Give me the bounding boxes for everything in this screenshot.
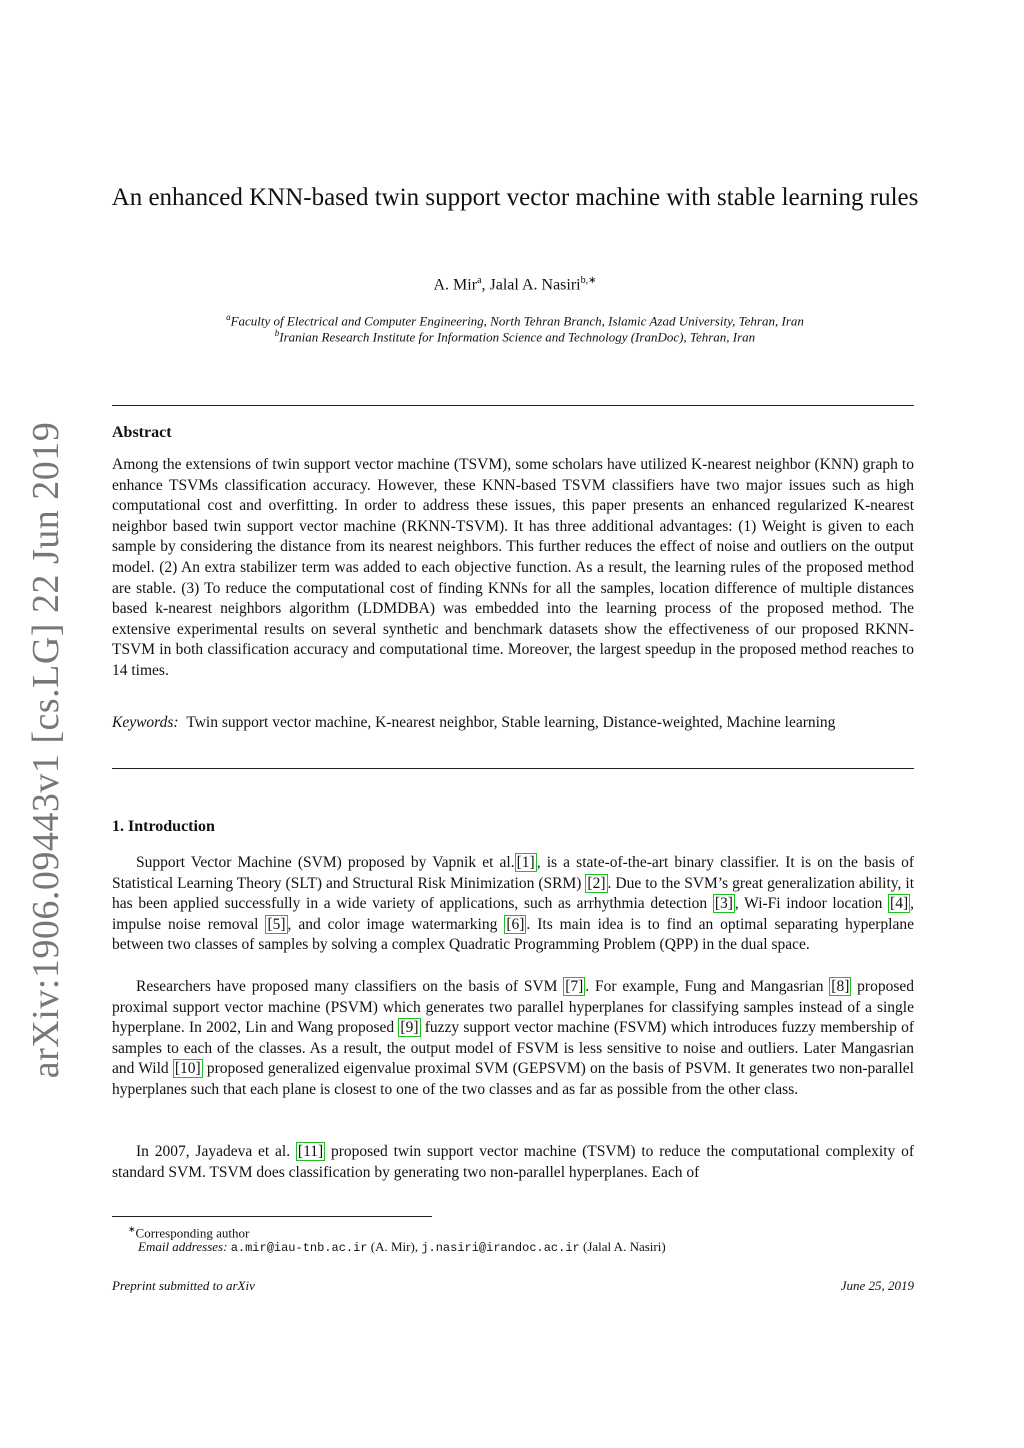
keywords-list: Twin support vector machine, K-nearest neighbor, Stable learning, Distance-weighted, Machine learning — [186, 714, 836, 731]
footnote-text: Corresponding author — [135, 1225, 250, 1241]
arxiv-sidebar-stamp — [20, 421, 72, 1079]
footnote-mark: ∗ — [128, 1224, 136, 1234]
footnote-rule — [112, 1216, 432, 1217]
email-owner: (A. Mir), — [367, 1239, 422, 1254]
citation-link[interactable]: [1] — [516, 854, 535, 871]
abstract-top-rule — [112, 405, 914, 406]
author-separator: , — [481, 276, 490, 294]
text-run: proposed generalized eigenvalue proximal SVM (GEPSVM) on the basis of PSVM. It generates two non-parallel hyperplanes such that each plane is closest to one of the two classes and as far as possible from the other class. — [112, 1060, 914, 1098]
intro-paragraph-1 — [112, 853, 914, 956]
abstract-bottom-rule — [112, 768, 914, 769]
footer-preprint: Preprint submitted to arXiv — [112, 1278, 255, 1293]
paper-title: An enhanced KNN-based twin support vector machine with stable learning rules — [111, 184, 919, 211]
text-run: proposed twin support vector machine (TSVM) to reduce the computational complexity of standard SVM. TSVM does classification by generating two non-parallel hyperplanes. Each of — [112, 1143, 915, 1181]
affiliation-text: Iranian Research Institute for Information Science and Technology (IranDoc), Tehran, Iran — [279, 329, 756, 345]
citation-link[interactable]: [10] — [174, 1060, 201, 1078]
text-run: Researchers have proposed many classifiers on the basis of SVM — [136, 978, 564, 995]
text-run: . Its main idea is to find an optimal separating hyperplane between two classes of samples by solving a complex Quadratic Programming Problem (QPP) in the dual space. — [112, 915, 914, 954]
text-run: , is a state-of-the-art binary classifier. It is on the basis of Statistical Learning Theory (SLT) and Structural Risk Minimization (SRM) — [112, 854, 914, 892]
keywords — [112, 713, 914, 734]
text-run: . Due to the SVM’s great generalization ability, it has been applied successfully in a wide variety of applications, such as arrhythmia detection — [112, 874, 914, 913]
citation-link[interactable]: [9] — [400, 1019, 419, 1037]
affiliation-mark: b — [274, 328, 280, 338]
introduction-heading: 1. Introduction — [112, 818, 215, 835]
email-owner: (Jalal A. Nasiri) — [579, 1239, 666, 1254]
author-affiliation-mark: b,∗ — [580, 275, 597, 286]
citation-link[interactable]: [11] — [297, 1143, 324, 1160]
citation-link[interactable]: [4] — [890, 895, 909, 913]
text-run: Support Vector Machine (SVM) proposed by Vapnik et al. — [136, 854, 515, 871]
citation-link[interactable]: [6] — [506, 915, 525, 933]
text-run: , and color image watermarking — [287, 915, 505, 933]
citation-link[interactable]: [2] — [587, 874, 606, 892]
affiliation-mark: a — [226, 312, 231, 322]
text-run: In 2007, Jayadeva et al. — [136, 1143, 296, 1160]
email-label: Email addresses: — [138, 1239, 228, 1254]
author-name: Jalal A. Nasiri — [489, 276, 581, 294]
footer-date: June 25, 2019 — [840, 1278, 914, 1293]
citation-link[interactable]: [5] — [267, 915, 286, 933]
text-run: fuzzy support vector machine (FSVM) which introduces fuzzy membership of samples to each of the classes. As a result, the output model of FSVM is less sensitive to noise and outliers. Later Mangasrian and Wild — [112, 1019, 914, 1078]
abstract-text: Among the extensions of twin support vector machine (TSVM), some scholars have utilized K-nearest neighbor (KNN) graph to enhance TSVMs classification accuracy. However, these KNN-based TSVM classifiers have two major issues such as high computational cost and overfitting. In order to address these issues, this paper presents an enhanced regularized K-nearest neighbor based twin support vector machine (RKNN-TSVM). It has three additional advantages: (1) Weight is given to each sample by considering the distance from its nearest neighbors. This further reduces the effect of noise and outliers on the output model. (2) An extra stabilizer term was added to each objective function. As a result, the learning rules of the proposed method are stable. (3) To reduce the computational cost of finding KNNs for all the samples, location difference of multiple distances based k-nearest neighbors algorithm (LDMDBA) was embedded into the learning process of the proposed method. The extensive experimental results on several synthetic and benchmark datasets show the effectiveness of our proposed RKNN-TSVM in both classification accuracy and computational time. Moreover, the largest speedup in the proposed method reaches to 14 times. — [112, 456, 914, 679]
citation-link[interactable]: [3] — [714, 895, 733, 913]
text-run: proposed proximal support vector machine (PSVM) which generates two parallel hyperplanes for classifying samples instead of a single hyperplane. In 2002, Lin and Wang proposed — [112, 978, 914, 1037]
affiliation-b — [100, 328, 930, 345]
abstract-heading: Abstract — [112, 424, 172, 441]
email-link[interactable]: j.nasiri@irandoc.ac.ir — [421, 1241, 580, 1255]
keywords-label: Keywords: — [112, 714, 179, 731]
text-run: , Wi-Fi indoor location — [734, 895, 889, 913]
intro-paragraph-2 — [112, 977, 914, 1101]
intro-paragraph-3 — [112, 1142, 914, 1183]
author-affiliation-mark: a — [477, 275, 482, 286]
text-run: , impulse noise removal — [112, 895, 914, 933]
email-link[interactable]: a.mir@iau-tnb.ac.ir — [230, 1241, 368, 1255]
citation-link[interactable]: [7] — [565, 978, 584, 995]
affiliation-a — [100, 312, 930, 329]
arxiv-identifier: arXiv:1906.09443v1 [cs.LG] 22 Jun 2019 — [25, 421, 67, 1079]
footnote-emails — [112, 1238, 940, 1257]
text-run: . For example, Fung and Mangasrian — [585, 978, 830, 995]
citation-link[interactable]: [8] — [831, 978, 850, 995]
author-line — [100, 275, 930, 294]
author-name: A. Mir — [433, 276, 478, 294]
affiliation-text: Faculty of Electrical and Computer Engineering, North Tehran Branch, Islamic Azad University, Tehran, Iran — [230, 313, 804, 329]
